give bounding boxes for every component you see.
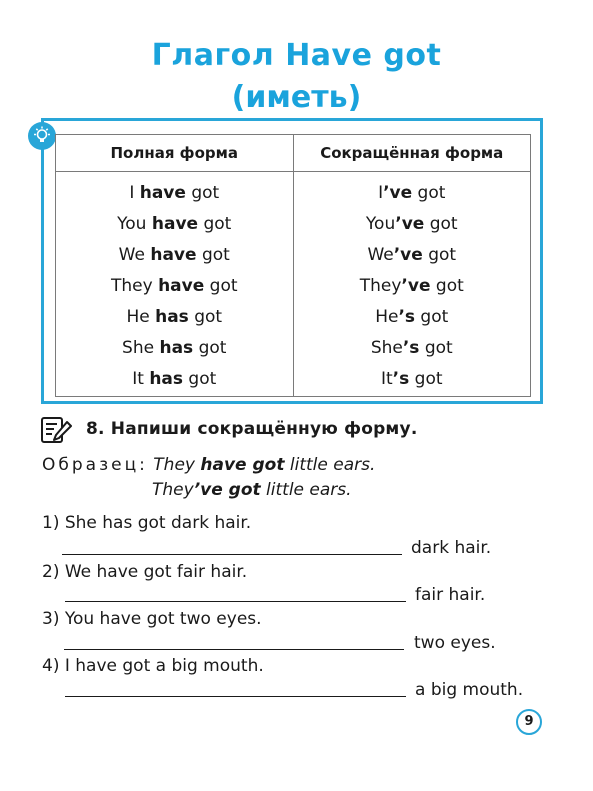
grammar-table — [55, 134, 531, 397]
header-short-form: Сокращённая форма — [293, 135, 531, 172]
page-number: 9 — [516, 709, 542, 735]
answer-line-3[interactable] — [64, 649, 404, 650]
short-form-row: He’s got — [375, 307, 449, 327]
short-form-row: It’s got — [380, 369, 443, 389]
full-form-row: You have got — [117, 214, 232, 234]
header-full-form: Полная форма — [56, 135, 294, 172]
exercise-sentence-2: 2) We have got fair hair. — [42, 562, 248, 582]
short-form-row: You’ve got — [365, 214, 458, 234]
sample-label: Образец: — [42, 455, 148, 475]
answer-line-4[interactable] — [65, 696, 406, 697]
task-heading: 8. Напиши сокращённую форму. — [86, 419, 418, 439]
short-form-row: She’s got — [370, 338, 453, 358]
lightbulb-icon — [28, 122, 56, 150]
short-form-row: They’ve got — [359, 276, 464, 296]
checklist-pencil-icon — [40, 416, 72, 444]
short-form-row: I’ve got — [378, 183, 446, 203]
short-form-row: We’ve got — [367, 245, 457, 265]
answer-ending-2: fair hair. — [415, 585, 486, 605]
sample-line-2: They’ve got little ears. — [152, 480, 352, 500]
answer-ending-3: two eyes. — [414, 633, 496, 653]
exercise-sentence-3: 3) You have got two eyes. — [42, 609, 262, 629]
sample-line-1: Образец: They have got little ears. — [42, 455, 376, 475]
answer-ending-1: dark hair. — [411, 538, 492, 558]
page-subtitle: (иметь) — [231, 80, 362, 115]
full-form-row: We have got — [118, 245, 230, 265]
answer-ending-4: a big mouth. — [415, 680, 524, 700]
full-form-row: They have got — [110, 276, 238, 296]
full-form-row: She has got — [122, 338, 227, 358]
page-title: Глагол Have got — [151, 38, 442, 73]
answer-line-1[interactable] — [62, 554, 402, 555]
answer-line-2[interactable] — [65, 601, 406, 602]
short-forms-column — [293, 172, 531, 397]
full-form-row: It has got — [132, 369, 217, 389]
exercise-sentence-4: 4) I have got a big mouth. — [42, 656, 264, 676]
full-forms-column — [56, 172, 294, 397]
full-form-row: I have got — [129, 183, 220, 203]
exercise-sentence-1: 1) She has got dark hair. — [42, 513, 252, 533]
full-form-row: He has got — [126, 307, 223, 327]
